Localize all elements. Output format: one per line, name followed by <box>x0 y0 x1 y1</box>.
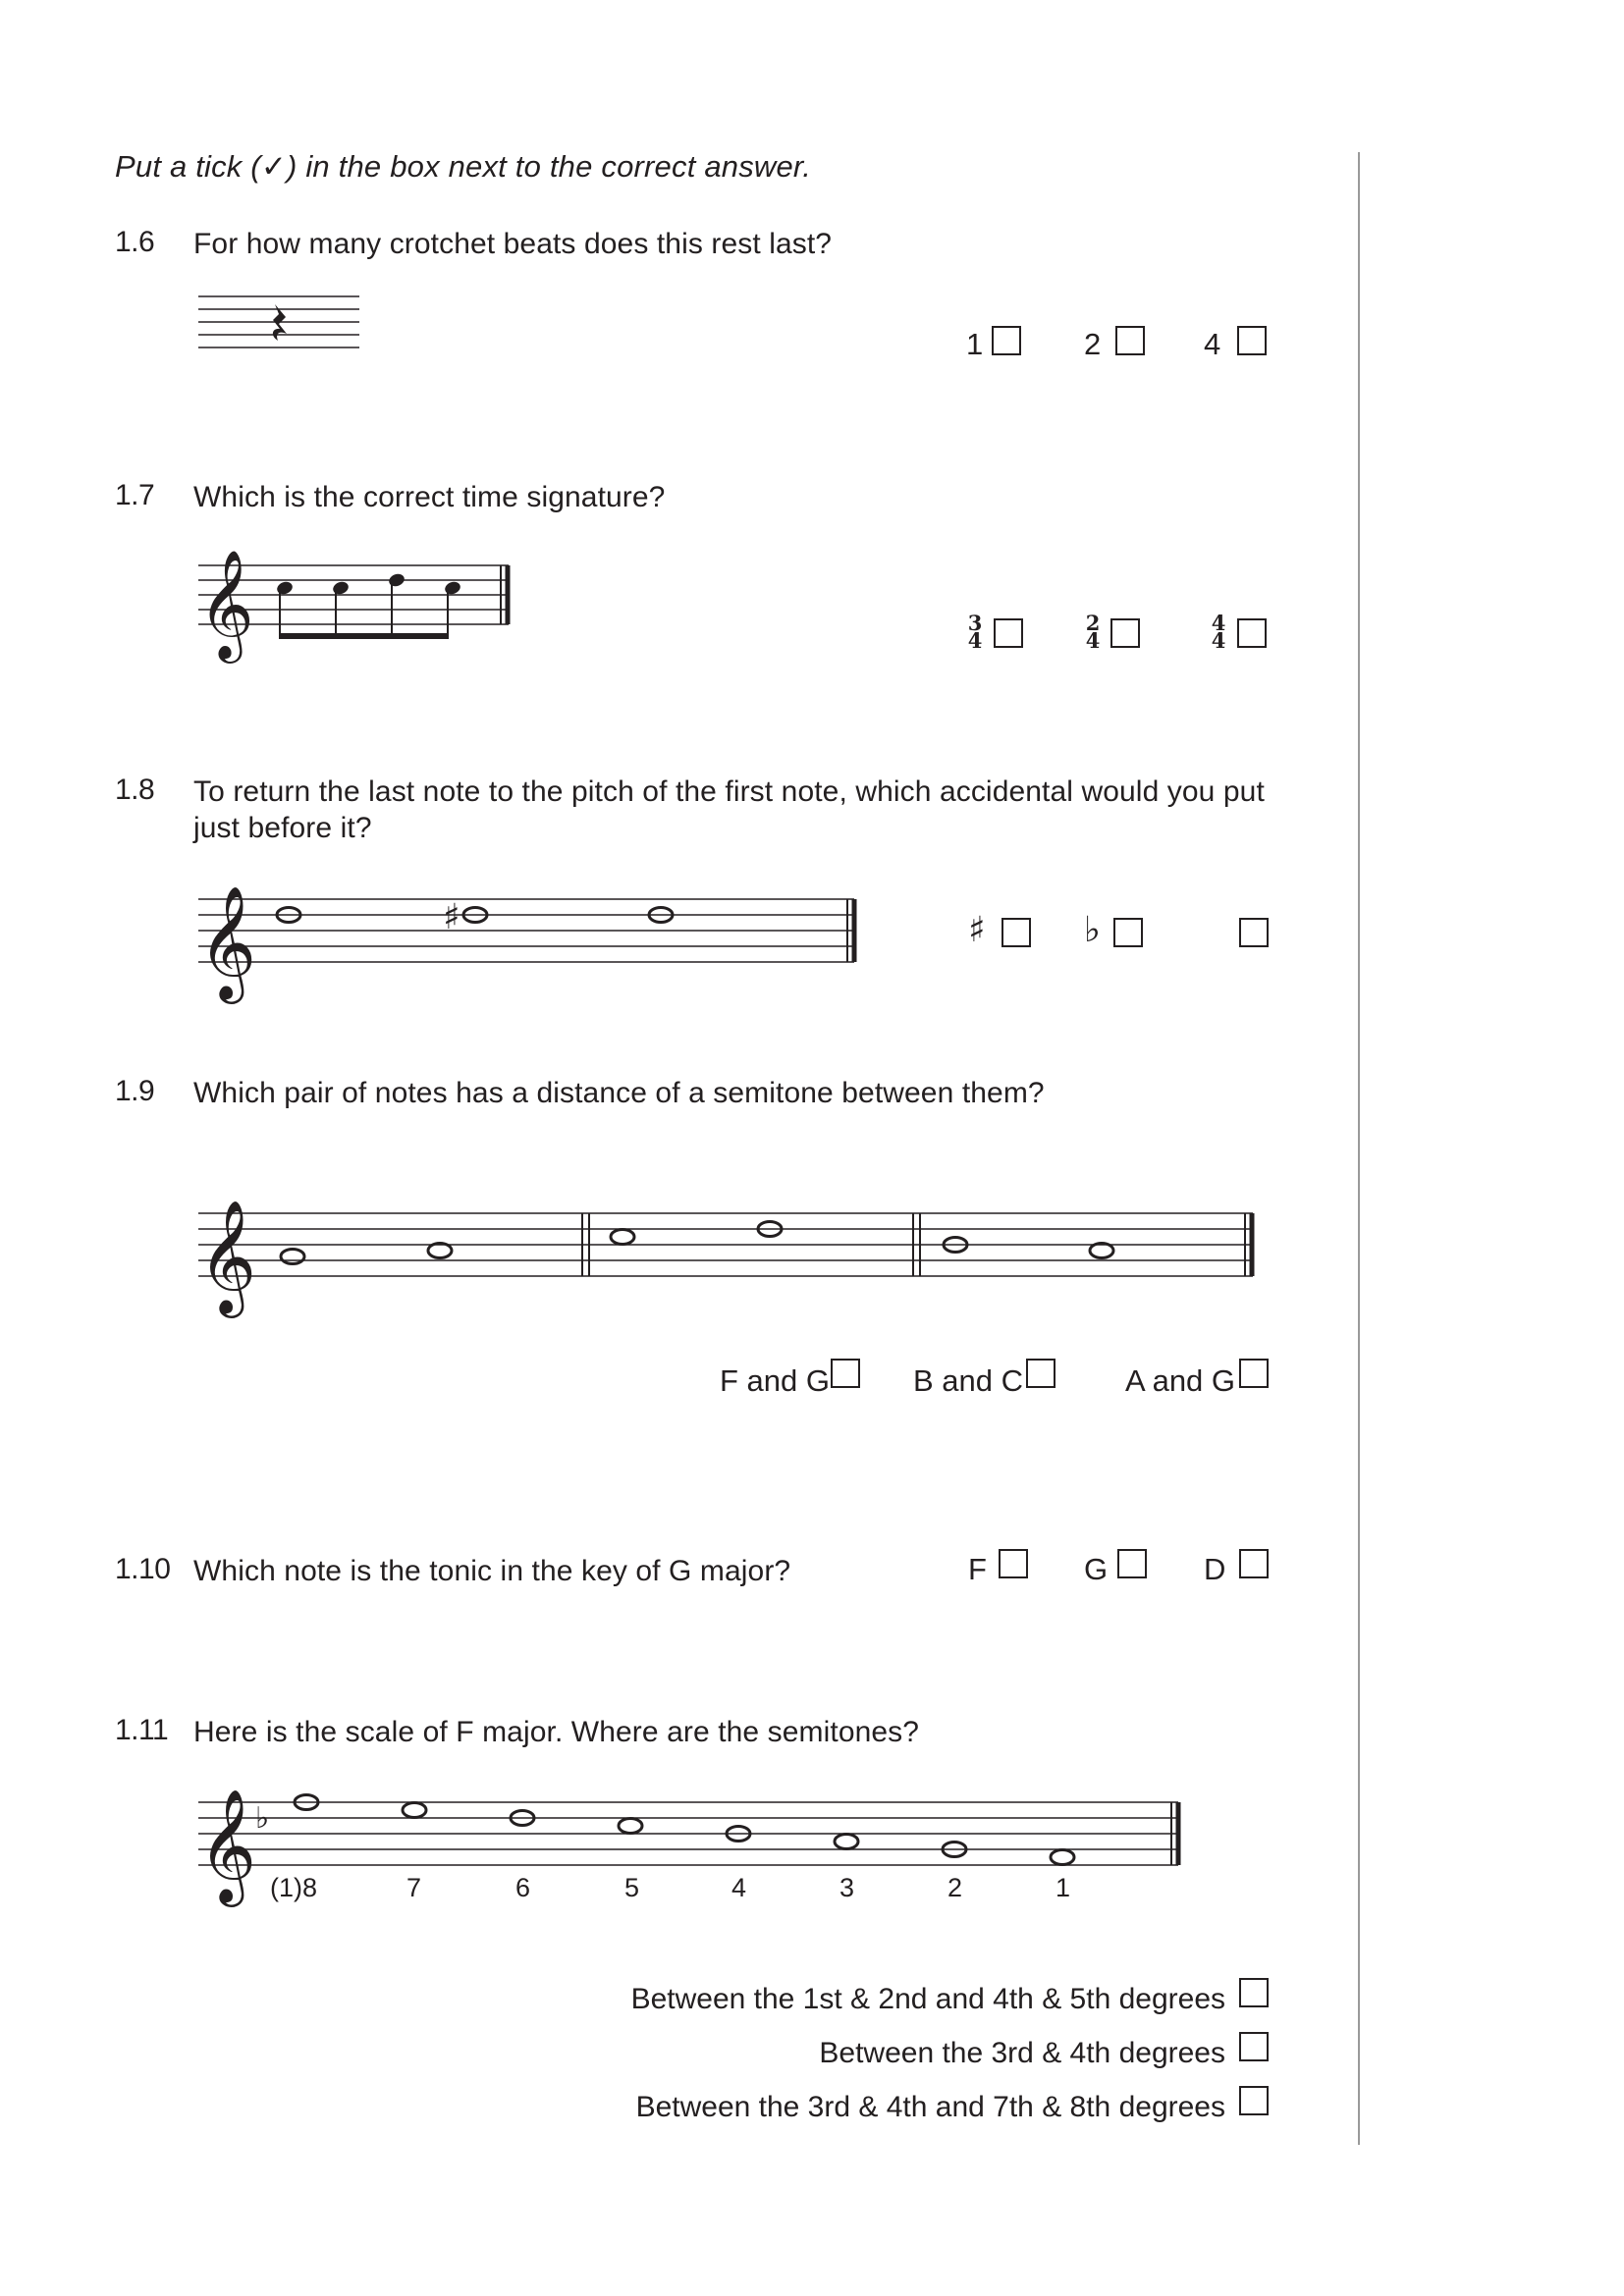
semitone-staff <box>196 1178 1267 1313</box>
scale-degree-label: 5 <box>624 1873 640 1902</box>
instruction-text: Put a tick (✓) in the box next to the correct answer. <box>115 149 812 184</box>
treble-clef-icon: 𝄞 <box>198 549 254 659</box>
question-number: 1.6 <box>115 226 155 258</box>
answer-checkbox[interactable] <box>994 618 1023 648</box>
option-label: D <box>1204 1552 1226 1586</box>
question-number: 1.9 <box>115 1075 155 1107</box>
question-text: To return the last note to the pitch of the first note, which accidental would you put just before it? <box>193 775 1265 844</box>
time-signature-option <box>1210 611 1227 653</box>
rest-staff <box>196 293 363 353</box>
scale-degree-label: 3 <box>839 1873 855 1902</box>
question-number: 1.11 <box>115 1714 169 1746</box>
option-label: F and G <box>720 1363 830 1398</box>
treble-clef-icon: 𝄞 <box>198 884 257 999</box>
scale-degree-label: (1)8 <box>270 1873 318 1902</box>
time-signature-bottom: 4 <box>1211 628 1226 653</box>
time-signature-top: 3 <box>967 611 983 635</box>
option-label: 4 <box>1204 327 1221 361</box>
answer-checkbox[interactable] <box>831 1359 860 1388</box>
answer-checkbox[interactable] <box>1237 618 1267 648</box>
option-label: Between the 3rd & 4th and 7th & 8th degrees <box>635 2091 1225 2123</box>
question-number: 1.7 <box>115 479 155 511</box>
time-signature-bottom: 4 <box>1085 628 1101 653</box>
option-label: Between the 1st & 2nd and 4th & 5th degrees <box>630 1983 1225 2015</box>
answer-checkbox[interactable] <box>1239 1549 1269 1578</box>
option-label: A and G <box>1125 1363 1236 1398</box>
option-label: 2 <box>1084 327 1102 361</box>
option-label: B and C <box>913 1363 1024 1398</box>
scale-degree-label: 1 <box>1056 1873 1071 1902</box>
time-signature-bottom: 4 <box>967 628 983 653</box>
time-signature-option <box>1084 611 1102 653</box>
question-text: Which is the correct time signature? <box>193 481 666 513</box>
question-number: 1.8 <box>115 774 155 806</box>
option-label: 1 <box>966 327 984 361</box>
sharp-icon: ♯ <box>443 897 460 937</box>
treble-clef-icon: 𝄞 <box>198 1199 257 1313</box>
question-text: Which pair of notes has a distance of a semitone between them? <box>193 1077 1045 1109</box>
sharp-option-icon: ♯ <box>968 910 986 950</box>
answer-checkbox[interactable] <box>1110 618 1140 648</box>
question-text: Which note is the tonic in the key of G major? <box>193 1555 791 1587</box>
answer-checkbox[interactable] <box>1026 1359 1056 1388</box>
answer-checkbox[interactable] <box>1237 326 1267 355</box>
answer-checkbox[interactable] <box>1001 918 1031 947</box>
flat-option-icon: ♭ <box>1084 910 1101 950</box>
answer-checkbox[interactable] <box>992 326 1021 355</box>
answer-checkbox[interactable] <box>1239 1359 1269 1388</box>
margin-divider <box>1358 152 1360 2145</box>
question-number: 1.10 <box>115 1553 171 1585</box>
scale-degree-label: 7 <box>406 1873 422 1902</box>
answer-checkbox[interactable] <box>1239 1978 1269 2007</box>
answer-checkbox[interactable] <box>1239 2086 1269 2115</box>
question-text: Here is the scale of F major. Where are the semitones? <box>193 1716 920 1748</box>
time-signature-option <box>966 611 984 653</box>
f-major-scale-staff <box>196 1777 1188 1902</box>
scale-degree-label: 2 <box>947 1873 963 1902</box>
treble-clef-icon: 𝄞 <box>198 1788 257 1902</box>
time-signature-top: 2 <box>1085 611 1101 635</box>
answer-checkbox[interactable] <box>1113 918 1143 947</box>
answer-checkbox[interactable] <box>1117 1549 1147 1578</box>
flat-key-signature-icon: ♭ <box>255 1801 270 1836</box>
accidental-staff <box>196 874 864 999</box>
scale-degree-label: 4 <box>731 1873 747 1902</box>
answer-checkbox[interactable] <box>1115 326 1145 355</box>
scale-degree-label: 6 <box>515 1873 531 1902</box>
option-label: G <box>1084 1552 1109 1586</box>
answer-checkbox[interactable] <box>999 1549 1028 1578</box>
question-text: For how many crotchet beats does this rest last? <box>193 228 833 260</box>
option-label: Between the 3rd & 4th degrees <box>819 2037 1225 2069</box>
answer-checkbox[interactable] <box>1239 918 1269 947</box>
answer-checkbox[interactable] <box>1239 2032 1269 2061</box>
time-signature-staff <box>196 546 520 659</box>
option-label: F <box>968 1552 987 1586</box>
time-signature-top: 4 <box>1211 611 1226 635</box>
